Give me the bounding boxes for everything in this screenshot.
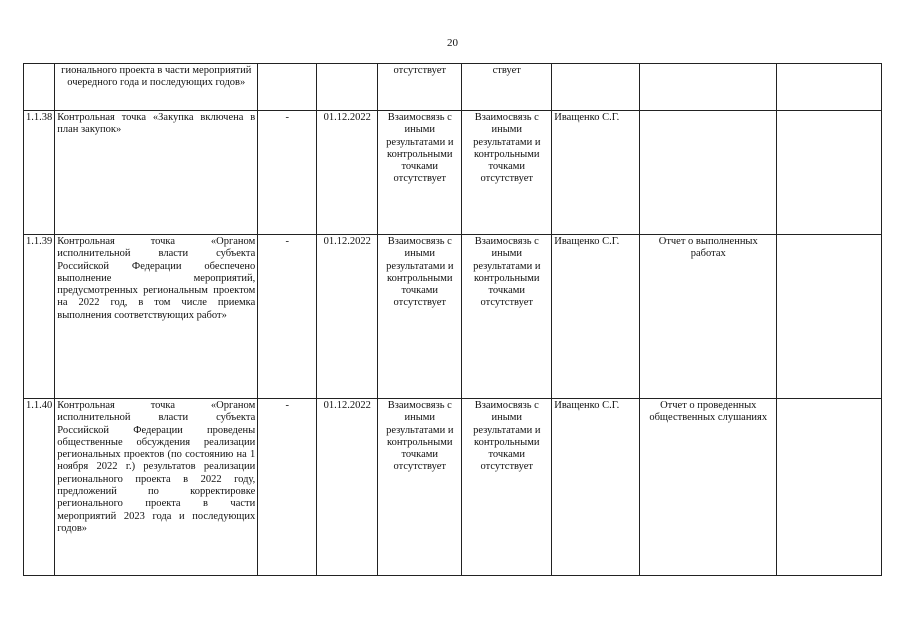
- link-results-cell: Взаимосвязь с иными результатами и контрольными точками отсутствует: [378, 111, 462, 235]
- base-value-cell: -: [258, 399, 317, 576]
- link-points-cell: Взаимосвязь с иными результатами и контрольными точками отсутствует: [462, 399, 552, 576]
- extra-cell: [777, 64, 882, 111]
- link-results-cell: Взаимосвязь с иными результатами и контрольными точками отсутствует: [378, 235, 462, 399]
- link-results-cell: отсутствует: [378, 64, 462, 111]
- responsible-person: Иващенко С.Г.: [552, 235, 640, 399]
- link-points-cell: Взаимосвязь с иными результатами и контрольными точками отсутствует: [462, 235, 552, 399]
- due-date: 01.12.2022: [317, 111, 378, 235]
- table-row: [24, 399, 882, 576]
- extra-cell: [777, 235, 882, 399]
- page-number: 20: [447, 37, 458, 49]
- link-points-cell: ствует: [462, 64, 552, 111]
- due-date: 01.12.2022: [317, 235, 378, 399]
- row-number: [24, 64, 55, 111]
- document-type: Отчет о проведенных общественных слушаниях: [640, 399, 777, 576]
- table-row: [24, 235, 882, 399]
- base-value-cell: -: [258, 111, 317, 235]
- table-row: [24, 111, 882, 235]
- control-points-table: [23, 63, 882, 576]
- link-points-cell: Взаимосвязь с иными результатами и контрольными точками отсутствует: [462, 111, 552, 235]
- extra-cell: [777, 111, 882, 235]
- table-row: [24, 64, 882, 111]
- control-point-name: гионального проекта в части мероприятий очередного года и последующих годов»: [55, 64, 258, 111]
- responsible-person: Иващенко С.Г.: [552, 399, 640, 576]
- due-date: [317, 64, 378, 111]
- extra-cell: [777, 399, 882, 576]
- document-type: [640, 64, 777, 111]
- responsible-person: Иващенко С.Г.: [552, 111, 640, 235]
- document-type: Отчет о выполненных работах: [640, 235, 777, 399]
- base-value-cell: [258, 64, 317, 111]
- document-type: [640, 111, 777, 235]
- row-number: 1.1.40: [24, 399, 55, 576]
- row-number: 1.1.38: [24, 111, 55, 235]
- responsible-person: [552, 64, 640, 111]
- control-point-name: Контрольная точка «Закупка включена в план закупок»: [55, 111, 258, 235]
- due-date: 01.12.2022: [317, 399, 378, 576]
- control-point-name: Контрольная точка «Органом исполнительной власти субъекта Российской Федерации проведены общественные обсуждения реализации региональных проектов (по состоянию на 1 ноября 2022 г.) результатов реализации регионального проекта в 2022 году, предложений по корректировке регионального проекта в части мероприятий 2023 года и последующих годов»: [55, 399, 258, 576]
- control-point-name: Контрольная точка «Органом исполнительной власти субъекта Российской Федерации обеспечено выполнение мероприятий, предусмотренных региональным проектом на 2022 год, в том числе приемка выполнения соответствующих работ»: [55, 235, 258, 399]
- row-number: 1.1.39: [24, 235, 55, 399]
- base-value-cell: -: [258, 235, 317, 399]
- link-results-cell: Взаимосвязь с иными результатами и контрольными точками отсутствует: [378, 399, 462, 576]
